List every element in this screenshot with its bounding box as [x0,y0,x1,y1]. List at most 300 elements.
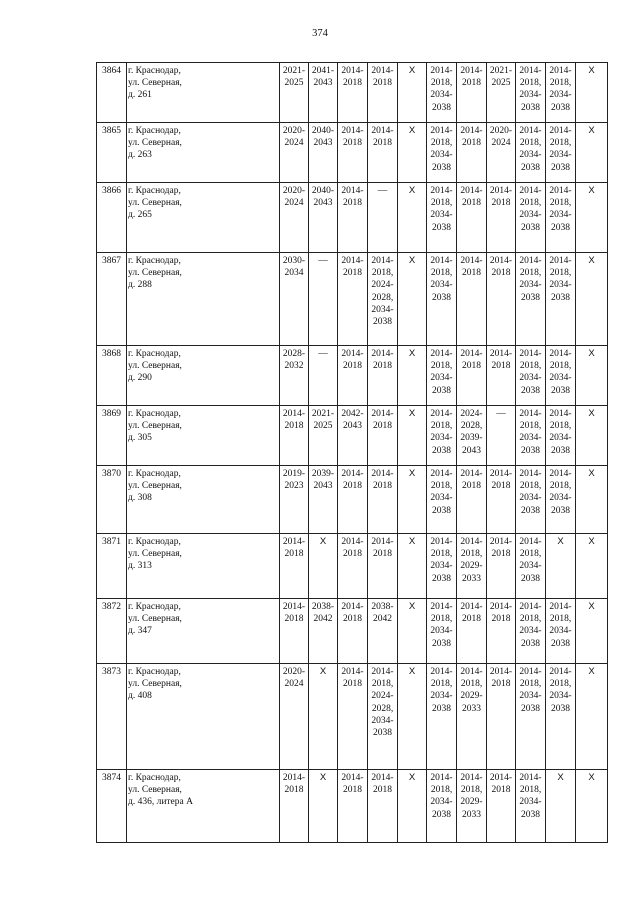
repair-roof-cell [280,664,309,770]
repair-electric-cell [457,63,487,123]
repair-hot-water-cell: Х [398,406,427,466]
year-range-line: 2014- [549,66,572,76]
year-range-line: 2014- [519,667,542,677]
repair-foundation-cell [546,599,576,664]
year-range-line: 2018 [343,785,362,796]
year-range-line: 2034- [519,626,542,637]
year-range-line: 2043 [343,421,362,432]
row-number: 3873 [97,664,127,770]
year-range-line: 2018, [430,785,453,796]
year-range-line: 2014- [519,349,542,359]
repair-sewerage-cell [427,123,457,183]
year-range-line: 2034- [519,433,542,444]
year-range-line: 2014- [489,256,513,266]
address-line: г. Краснодар, [128,469,181,479]
year-range-line: 2018 [343,198,362,209]
year-range-line: 2014- [489,773,513,783]
year-range-line: 2034- [549,90,572,101]
year-range-line: 2034- [430,493,453,504]
year-range-line: 2018 [343,679,362,690]
year-range-line: 2034- [519,797,542,808]
year-range-line: 2014- [371,667,394,677]
repair-cold-water-cell: — [368,183,398,253]
year-range-line: 2018 [491,614,511,625]
year-range-line: 2018 [373,549,392,560]
year-range-line: 2034- [549,373,572,384]
table-row [97,406,608,466]
year-range-line: 2018, [549,679,572,690]
repair-roof-cell [280,466,309,534]
year-range-line: 2014- [282,602,306,612]
year-range-line: 2014- [549,602,572,612]
repair-facade-cell [309,466,338,534]
repair-roof-cell [280,253,309,346]
repair-foundation-cell [546,123,576,183]
repair-heating-cell [338,123,368,183]
year-range-line: 2038 [521,222,540,233]
year-range-line: 2014- [341,256,364,266]
year-range-line: 2034- [549,150,572,161]
table-row [97,253,608,346]
year-range-line: 2034- [430,280,453,291]
repair-cold-water-cell [368,253,398,346]
year-range-line: 2014- [371,349,394,359]
repair-cold-water-cell [368,534,398,599]
year-range-line: 2028, [371,703,394,714]
year-range-line: 2034- [519,691,542,702]
address-line: ул. Северная, [128,785,182,796]
year-range-line: 2014- [519,773,542,783]
year-range-line: 2038 [521,573,540,584]
row-number: 3874 [97,770,127,843]
year-range-line: 2018 [284,614,304,625]
year-range-line: 2018 [462,198,481,209]
repair-gas-cell: Х [576,63,608,123]
repair-electric-cell [457,599,487,664]
year-range-line: 2018, [519,785,542,796]
year-range-line: 2040- [311,186,335,196]
year-range-line: 2024 [491,138,511,149]
year-range-line: 2014- [430,773,453,783]
year-range-line: 2018, [549,198,572,209]
repair-heating-cell [338,770,368,843]
year-range-line: 2018 [462,481,481,492]
repair-elevator-cell [487,63,516,123]
year-range-line: 2014- [371,126,394,136]
year-range-line: 2014- [341,602,364,612]
year-range-line: 2014- [341,773,364,783]
address-cell [127,664,280,770]
year-range-line: 2034- [549,210,572,221]
row-number: 3865 [97,123,127,183]
address-line: г. Краснодар, [128,66,181,76]
repair-foundation-cell [546,664,576,770]
year-range-line: 2018 [343,361,362,372]
repair-electric-cell [457,534,487,599]
year-range-line: 2014- [489,667,513,677]
year-range-line: 2038 [521,809,540,820]
address-line: д. 290 [128,373,152,384]
repair-foundation-cell [546,253,576,346]
year-range-line: 2039- [460,433,483,444]
address-cell [127,534,280,599]
year-range-line: 2014- [549,469,572,479]
year-range-line: 2014- [371,409,394,419]
repair-cold-water-cell [368,406,398,466]
year-range-line: 2028- [282,349,306,359]
year-range-line: 2018, [549,421,572,432]
year-range-line: 2018, [430,549,453,560]
year-range-line: 2014- [519,602,542,612]
repair-foundation-cell: Х [546,534,576,599]
repair-basement-cell [516,599,546,664]
repair-heating-cell [338,534,368,599]
address-line: д. 305 [128,433,152,444]
year-range-line: 2030- [282,256,306,266]
repair-hot-water-cell: Х [398,599,427,664]
year-range-line: 2014- [282,773,306,783]
repair-heating-cell [338,346,368,406]
repair-electric-cell [457,406,487,466]
year-range-line: 2014- [341,667,364,677]
repair-facade-cell [309,599,338,664]
table-row [97,534,608,599]
year-range-line: 2034- [519,210,542,221]
address-line: д. 308 [128,493,152,504]
address-line: г. Краснодар, [128,537,181,547]
year-range-line: 2038 [551,385,570,396]
year-range-line: 2014- [430,66,453,76]
row-number: 3872 [97,599,127,664]
year-range-line: 2018, [371,679,394,690]
year-range-line: 2039- [311,469,335,479]
repair-sewerage-cell [427,406,457,466]
repair-roof-cell [280,534,309,599]
year-range-line: 2038 [551,505,570,516]
year-range-line: 2018 [284,549,304,560]
year-range-line: 2034- [430,561,453,572]
year-range-line: 2038 [551,703,570,714]
repair-facade-cell: Х [309,770,338,843]
repair-gas-cell: Х [576,346,608,406]
year-range-line: 2018 [462,614,481,625]
year-range-line: 2034- [549,626,572,637]
year-range-line: 2043 [313,138,333,149]
repair-sewerage-cell [427,770,457,843]
address-cell [127,253,280,346]
repair-facade-cell: — [309,346,338,406]
repair-basement-cell [516,346,546,406]
year-range-line: 2034 [284,268,304,279]
year-range-line: 2018, [430,679,453,690]
address-line: д. 408 [128,691,152,702]
year-range-line: 2034- [519,561,542,572]
year-range-line: 2018, [549,481,572,492]
year-range-line: 2018, [430,268,453,279]
year-range-line: 2034- [430,90,453,101]
year-range-line: 2018 [462,78,481,89]
year-range-line: 2018, [460,549,483,560]
year-range-line: 2014- [460,186,483,196]
table-row [97,346,608,406]
repair-facade-cell: — [309,253,338,346]
address-cell [127,183,280,253]
year-range-line: 2018 [373,421,392,432]
address-cell [127,123,280,183]
year-range-line: 2014- [519,66,542,76]
repair-cold-water-cell [368,599,398,664]
year-range-line: 2018 [491,268,511,279]
year-range-line: 2038 [551,162,570,173]
year-range-line: 2018, [519,78,542,89]
year-range-line: 2038 [521,703,540,714]
year-range-line: 2014- [460,537,483,547]
year-range-line: 2014- [341,126,364,136]
repair-foundation-cell [546,346,576,406]
year-range-line: 2018, [519,138,542,149]
repair-elevator-cell [487,770,516,843]
year-range-line: 2014- [341,469,364,479]
year-range-line: 2032 [284,361,304,372]
year-range-line: 2038 [521,292,540,303]
year-range-line: 2014- [549,667,572,677]
year-range-line: 2014- [489,537,513,547]
year-range-line: 2025 [284,78,304,89]
row-number: 3870 [97,466,127,534]
year-range-line: 2034- [430,626,453,637]
repair-roof-cell [280,183,309,253]
year-range-line: 2014- [549,349,572,359]
year-range-line: 2033 [462,703,481,714]
year-range-line: 2038 [521,102,540,113]
year-range-line: 2014- [519,409,542,419]
year-range-line: 2018 [491,198,511,209]
address-line: г. Краснодар, [128,186,181,196]
year-range-line: 2018, [519,198,542,209]
repair-facade-cell [309,183,338,253]
year-range-line: 2042 [373,614,392,625]
row-number: 3869 [97,406,127,466]
page-number: 374 [312,28,328,39]
year-range-line: 2029- [460,797,483,808]
year-range-line: 2018 [462,361,481,372]
address-line: ул. Северная, [128,614,182,625]
year-range-line: 2034- [430,150,453,161]
year-range-line: 2014- [460,773,483,783]
year-range-line: 2018 [373,785,392,796]
address-line: ул. Северная, [128,361,182,372]
address-cell [127,406,280,466]
repair-hot-water-cell: Х [398,664,427,770]
year-range-line: 2014- [549,256,572,266]
year-range-line: 2014- [460,469,483,479]
address-line: ул. Северная, [128,268,182,279]
repair-hot-water-cell: Х [398,123,427,183]
repair-hot-water-cell: Х [398,183,427,253]
repair-gas-cell: Х [576,599,608,664]
repair-facade-cell [309,123,338,183]
year-range-line: 2018 [462,268,481,279]
repair-electric-cell [457,664,487,770]
repair-hot-water-cell: Х [398,466,427,534]
year-range-line: 2014- [460,349,483,359]
year-range-line: 2021- [489,66,513,76]
repair-hot-water-cell: Х [398,346,427,406]
repair-gas-cell: Х [576,664,608,770]
repair-electric-cell [457,183,487,253]
year-range-line: 2018 [343,614,362,625]
address-line: д. 347 [128,626,152,637]
year-range-line: 2014- [519,537,542,547]
repair-facade-cell [309,406,338,466]
year-range-line: 2014- [489,469,513,479]
year-range-line: 2043 [313,481,333,492]
year-range-line: 2014- [460,126,483,136]
repair-roof-cell [280,63,309,123]
year-range-line: 2018, [549,138,572,149]
year-range-line: 2018 [491,679,511,690]
year-range-line: 2024 [284,198,304,209]
repair-heating-cell [338,183,368,253]
table-row [97,664,608,770]
address-line: д. 261 [128,90,152,101]
year-range-line: 2014- [430,667,453,677]
address-cell [127,346,280,406]
row-number: 3866 [97,183,127,253]
year-range-line: 2023 [284,481,304,492]
repair-hot-water-cell: Х [398,63,427,123]
year-range-line: 2018, [549,78,572,89]
year-range-line: 2018 [373,138,392,149]
year-range-line: 2038 [432,703,451,714]
year-range-line: 2014- [371,469,394,479]
row-number: 3868 [97,346,127,406]
year-range-line: 2014- [489,602,513,612]
year-range-line: 2018, [460,679,483,690]
repair-cold-water-cell [368,123,398,183]
address-line: ул. Северная, [128,679,182,690]
year-range-line: 2038 [373,728,392,739]
year-range-line: 2038 [432,292,451,303]
year-range-line: 2018 [491,549,511,560]
year-range-line: 2033 [462,573,481,584]
table-row [97,183,608,253]
year-range-line: 2020- [489,126,513,136]
address-line: г. Краснодар, [128,349,181,359]
address-cell [127,466,280,534]
year-range-line: 2034- [430,373,453,384]
repair-basement-cell [516,63,546,123]
year-range-line: 2014- [549,186,572,196]
repair-basement-cell [516,534,546,599]
year-range-line: 2033 [462,809,481,820]
repair-foundation-cell [546,63,576,123]
year-range-line: 2018 [373,78,392,89]
year-range-line: 2034- [430,797,453,808]
repair-gas-cell: Х [576,406,608,466]
year-range-line: 2028, [460,421,483,432]
registry-table [96,62,608,843]
table-row [97,770,608,843]
address-line: д. 288 [128,280,152,291]
row-number: 3867 [97,253,127,346]
year-range-line: 2014- [519,256,542,266]
year-range-line: 2014- [430,602,453,612]
repair-foundation-cell: Х [546,770,576,843]
year-range-line: 2020- [282,126,306,136]
address-line: ул. Северная, [128,421,182,432]
repair-sewerage-cell [427,599,457,664]
year-range-line: 2034- [430,691,453,702]
address-line: д. 436, литера А [128,797,193,808]
repair-gas-cell: Х [576,466,608,534]
year-range-line: 2024 [284,679,304,690]
year-range-line: 2014- [460,667,483,677]
year-range-line: 2024- [371,280,394,291]
year-range-line: 2018, [430,78,453,89]
row-number: 3864 [97,63,127,123]
repair-roof-cell [280,406,309,466]
year-range-line: 2014- [341,186,364,196]
repair-electric-cell [457,123,487,183]
year-range-line: 2014- [430,349,453,359]
repair-roof-cell [280,123,309,183]
repair-cold-water-cell [368,63,398,123]
year-range-line: 2038 [551,445,570,456]
year-range-line: 2014- [430,256,453,266]
address-line: ул. Северная, [128,138,182,149]
year-range-line: 2041- [311,66,335,76]
year-range-line: 2018, [549,614,572,625]
repair-elevator-cell [487,253,516,346]
repair-heating-cell [338,253,368,346]
repair-foundation-cell [546,466,576,534]
year-range-line: 2038 [521,505,540,516]
repair-elevator-cell [487,664,516,770]
year-range-line: 2018 [343,549,362,560]
year-range-line: 2034- [549,691,572,702]
repair-foundation-cell [546,183,576,253]
address-line: г. Краснодар, [128,667,181,677]
year-range-line: 2034- [519,493,542,504]
repair-cold-water-cell [368,346,398,406]
repair-basement-cell [516,123,546,183]
year-range-line: 2038 [432,222,451,233]
year-range-line: 2038- [311,602,335,612]
year-range-line: 2018, [430,138,453,149]
address-line: ул. Северная, [128,198,182,209]
repair-gas-cell: Х [576,123,608,183]
repair-foundation-cell [546,406,576,466]
address-line: г. Краснодар, [128,602,181,612]
year-range-line: 2018 [343,268,362,279]
repair-cold-water-cell [368,466,398,534]
address-line: д. 265 [128,210,152,221]
repair-hot-water-cell: Х [398,770,427,843]
year-range-line: 2014- [371,256,394,266]
year-range-line: 2018, [519,361,542,372]
repair-sewerage-cell [427,346,457,406]
year-range-line: 2018, [460,785,483,796]
year-range-line: 2014- [371,66,394,76]
year-range-line: 2038 [551,222,570,233]
repair-electric-cell [457,346,487,406]
year-range-line: 2034- [519,90,542,101]
year-range-line: 2018 [373,361,392,372]
year-range-line: 2018 [462,138,481,149]
repair-gas-cell: Х [576,534,608,599]
year-range-line: 2038- [371,602,394,612]
